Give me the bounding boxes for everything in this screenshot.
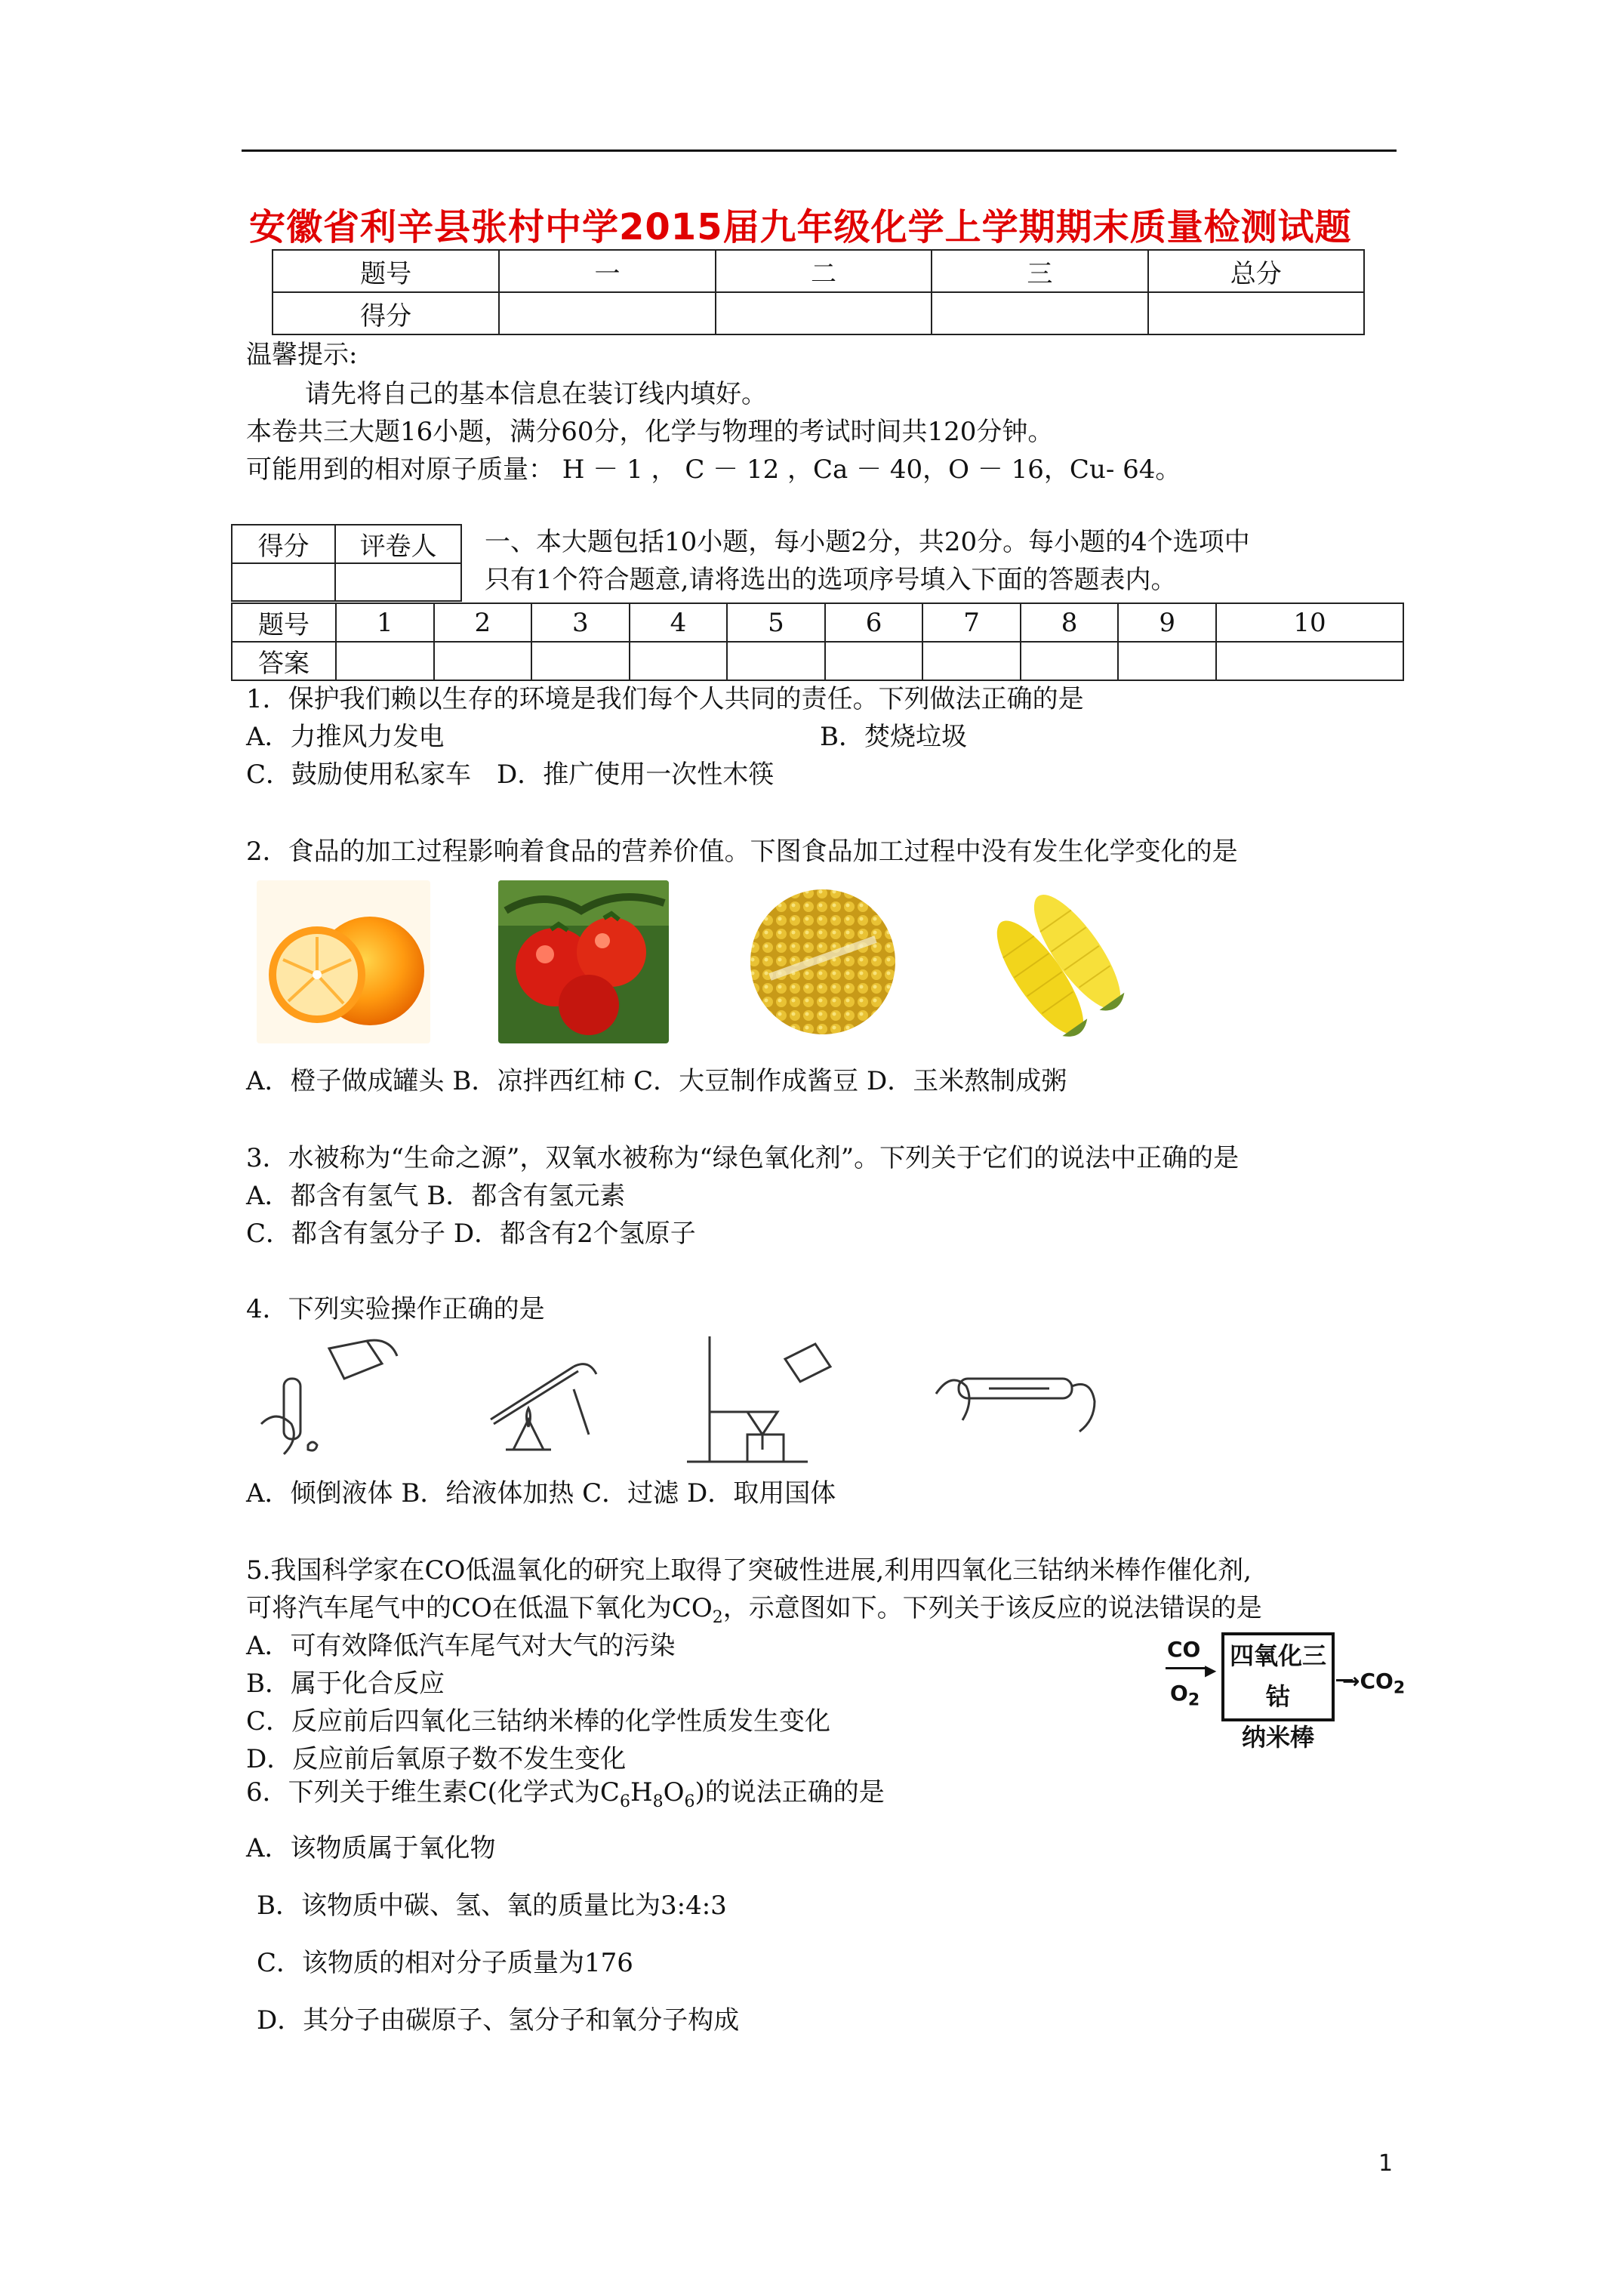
score-row-label: 得分	[273, 292, 499, 334]
answer-number: 10	[1216, 603, 1403, 642]
reactant-o2	[1170, 1681, 1200, 1710]
question-stem-part: ，示意图如下。下列关于该反应的说法错误的是	[722, 1593, 1262, 1623]
answer-cell[interactable]	[531, 642, 630, 680]
orange-image	[257, 880, 430, 1043]
option: B．焚烧垃圾	[820, 722, 967, 752]
answer-number: 1	[336, 603, 434, 642]
answer-cell[interactable]	[434, 642, 532, 680]
answer-row-label: 题号	[232, 603, 336, 642]
score-header-cell: 三	[932, 250, 1147, 292]
answer-number: 5	[727, 603, 825, 642]
tomato-image	[498, 880, 669, 1043]
catalyst-label: 纳米棒	[1241, 1723, 1314, 1752]
options-line: A．倾倒液体 B．给液体加热 C．过滤 D．取用国体	[246, 1478, 836, 1509]
section-instruction: 只有1个符合题意,请将选出的选项序号填入下面的答题表内。	[485, 565, 1177, 595]
reactant-o2-symbol: O	[1170, 1681, 1188, 1706]
question-stem: 4．下列实验操作正确的是	[246, 1294, 545, 1324]
page-title: 安徽省利辛县张村中学2015届九年级化学上学期期末质量检测试题	[249, 206, 1352, 248]
option: A．该物质属于氧化物	[246, 1833, 496, 1863]
corn-image	[974, 883, 1137, 1042]
options-line: A．橙子做成罐头 B．凉拌西红柿 C．大豆制作成酱豆 D．玉米熬制成粥	[246, 1066, 1067, 1096]
take-solid-drawing	[929, 1348, 1102, 1447]
score-cell[interactable]	[499, 292, 715, 334]
grader-table	[231, 524, 462, 602]
arrow-in-line	[1166, 1667, 1208, 1669]
section-instruction: 一、本大题包括10小题，每小题2分，共20分。每小题的4个选项中	[485, 527, 1250, 557]
answer-number: 4	[630, 603, 728, 642]
answer-number: 9	[1118, 603, 1216, 642]
answer-cell[interactable]	[922, 642, 1021, 680]
filter-drawing	[679, 1329, 838, 1469]
answer-cell[interactable]	[336, 642, 434, 680]
notes-heading: 温馨提示:	[246, 340, 358, 370]
arrow-head: ▶	[1205, 1661, 1217, 1679]
pour-liquid-drawing	[246, 1333, 412, 1462]
question-stem: 3．水被称为“生命之源”，双氧水被称为“绿色氧化剂”。下列关于它们的说法中正确的是	[246, 1143, 1240, 1173]
heat-liquid-drawing	[468, 1336, 604, 1465]
answer-number: 7	[922, 603, 1021, 642]
score-cell[interactable]	[716, 292, 932, 334]
option: C．鼓励使用私家车 D．推广使用一次性木筷	[246, 760, 775, 790]
question-stem: 2．食品的加工过程影响着食品的营养价值。下图食品加工过程中没有发生化学变化的是	[246, 837, 1238, 867]
product-co2-symbol: CO	[1360, 1669, 1394, 1693]
answer-cell[interactable]	[1216, 642, 1403, 680]
score-cell[interactable]	[932, 292, 1147, 334]
options-line: C．都含有氢分子 D．都含有2个氢原子	[246, 1219, 696, 1249]
answer-cell[interactable]	[630, 642, 728, 680]
notes-line: 可能用到的相对原子质量： H － 1 ， C － 12 ，Ca － 40，O － 16，Cu- 64。	[246, 455, 1181, 485]
catalyst-box	[1221, 1632, 1335, 1752]
option: D．其分子由碳原子、氢分子和氧分子构成	[257, 2005, 740, 2036]
score-header-cell: 二	[716, 250, 932, 292]
subscript: 6	[619, 1792, 630, 1811]
reaction-diagram	[1166, 1632, 1406, 1752]
notes-line: 本卷共三大题16小题，满分60分，化学与物理的考试时间共120分钟。	[246, 417, 1054, 447]
question-stem-part: )的说法正确的是	[694, 1777, 885, 1808]
score-table	[272, 249, 1365, 335]
question-stem-part: 可将汽车尾气中的CO在低温下氧化为CO	[246, 1593, 713, 1623]
subscript: 2	[1393, 1678, 1406, 1698]
grader-score-label: 得分	[232, 525, 335, 563]
answer-cell[interactable]	[1118, 642, 1216, 680]
subscript: 2	[1187, 1690, 1200, 1710]
question-stem	[246, 1776, 885, 1819]
subscript: 2	[712, 1607, 723, 1627]
option: C．反应前后四氧化三钴纳米棒的化学性质发生变化	[246, 1706, 831, 1737]
question-stem-part: 6．下列关于维生素C(化学式为C	[246, 1777, 620, 1808]
page-number: 1	[1378, 2150, 1394, 2177]
score-header-cell: 一	[499, 250, 715, 292]
soybean-image	[747, 886, 898, 1037]
answer-cell[interactable]	[727, 642, 825, 680]
answer-cell[interactable]	[1021, 642, 1119, 680]
answer-number: 2	[434, 603, 532, 642]
question-stem: 5.我国科学家在CO低温氧化的研究上取得了突破性进展,利用四氧化三钴纳米棒作催化剂,	[246, 1555, 1252, 1586]
grader-score-cell[interactable]	[232, 563, 335, 601]
option: C．该物质的相对分子质量为176	[257, 1948, 633, 1978]
score-header-cell: 题号	[273, 250, 499, 292]
question-stem: 1．保护我们赖以生存的环境是我们每个人共同的责任。下列做法正确的是	[246, 684, 1084, 714]
answer-number: 8	[1021, 603, 1119, 642]
formula-part: H	[630, 1777, 653, 1808]
grader-name-label: 评卷人	[335, 525, 461, 563]
notes-line: 请先将自己的基本信息在装订线内填好。	[305, 379, 767, 409]
option: A．力推风力发电	[246, 722, 445, 752]
answer-cell[interactable]	[825, 642, 923, 680]
subscript: 6	[684, 1792, 695, 1811]
catalyst-label: 四氧化三钴	[1229, 1641, 1326, 1711]
score-cell[interactable]	[1148, 292, 1364, 334]
subscript: 8	[652, 1792, 664, 1811]
answer-row-label: 答案	[232, 642, 336, 680]
answer-number: 3	[531, 603, 630, 642]
grader-name-cell[interactable]	[335, 563, 461, 601]
question-stem	[246, 1592, 1262, 1635]
header-rule	[242, 149, 1397, 152]
score-header-cell: 总分	[1148, 250, 1364, 292]
options-line: A．都含有氢气 B．都含有氢元素	[246, 1181, 626, 1211]
answer-table	[231, 603, 1404, 681]
option: B．属于化合反应	[246, 1669, 445, 1699]
formula-part: O	[663, 1777, 685, 1808]
option: B．该物质中碳、氢、氧的质量比为3:4:3	[257, 1891, 727, 1921]
option: A．可有效降低汽车尾气对大气的污染	[246, 1631, 676, 1661]
option: D．反应前后氧原子数不发生变化	[246, 1744, 627, 1774]
product-co2: $\to CO_2$	[1342, 1669, 1406, 1698]
answer-number: 6	[825, 603, 923, 642]
reactant-co: CO	[1167, 1637, 1201, 1662]
